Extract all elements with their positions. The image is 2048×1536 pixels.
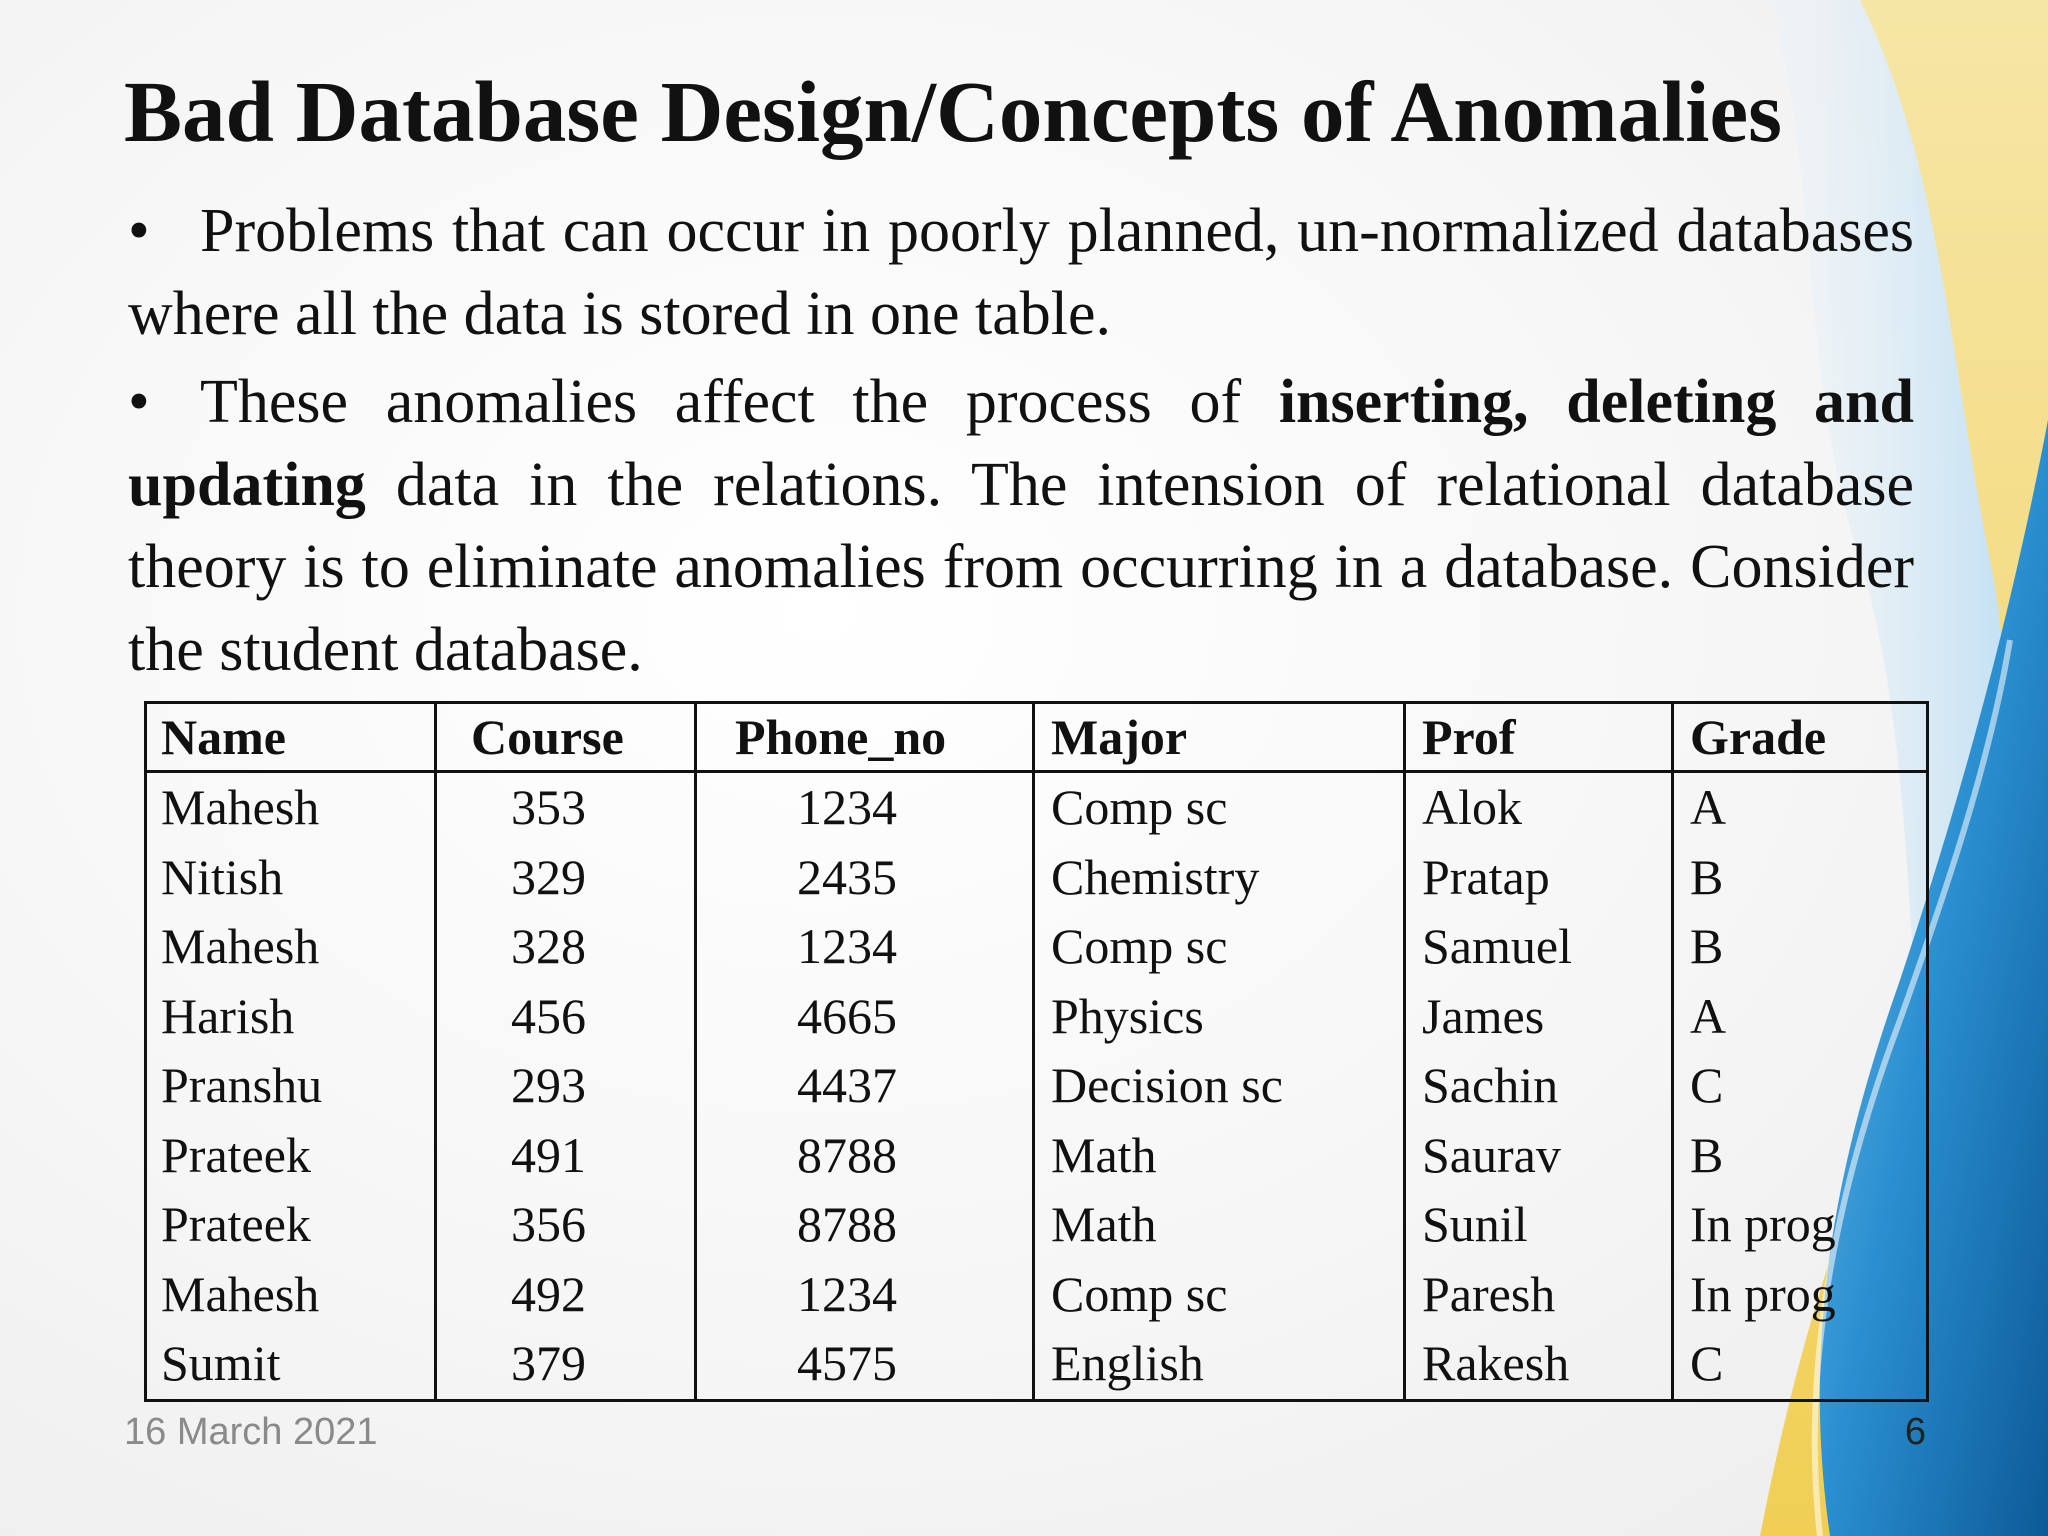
bullet-1-text: Problems that can occur in poorly planned, un-normalized databases where all the data is stored in one table. [128,197,1914,348]
table-row [146,982,1928,1052]
cell-prof: Sunil [1405,1190,1673,1260]
cell-name: Harish [146,982,436,1052]
cell-course: 356 [436,1190,696,1260]
cell-name: Sumit [146,1329,436,1400]
bullet-2-text-after: data in the relations. The intension of relational database theory is to eliminate anomalies from occurring in a database. Consider the student database. [128,450,1914,684]
cell-course: 456 [436,982,696,1052]
cell-course: 353 [436,772,696,843]
cell-phone-no: 2435 [696,843,1034,913]
cell-grade: B [1673,912,1928,982]
bullet-marker: • [128,368,150,436]
cell-prof: Alok [1405,772,1673,843]
cell-course: 328 [436,912,696,982]
cell-grade: A [1673,772,1928,843]
bullet-1 [128,190,1914,355]
column-header-prof: Prof [1405,703,1673,772]
cell-grade: In prog [1673,1190,1928,1260]
cell-major: Decision sc [1034,1051,1405,1121]
cell-name: Prateek [146,1121,436,1191]
cell-major: Comp sc [1034,912,1405,982]
cell-phone-no: 8788 [696,1121,1034,1191]
cell-prof: Rakesh [1405,1329,1673,1400]
cell-major: Chemistry [1034,843,1405,913]
cell-grade: C [1673,1329,1928,1400]
column-header-phone-no: Phone_no [696,703,1034,772]
cell-major: Comp sc [1034,772,1405,843]
cell-course: 379 [436,1329,696,1400]
bullet-2-text-before: These anomalies affect the process of [200,368,1279,436]
cell-phone-no: 4665 [696,982,1034,1052]
cell-grade: B [1673,1121,1928,1191]
column-header-name: Name [146,703,436,772]
slide-title: Bad Database Design/Concepts of Anomalies [124,63,1782,160]
cell-major: English [1034,1329,1405,1400]
table-row [146,843,1928,913]
cell-major: Math [1034,1121,1405,1191]
column-header-course: Course [436,703,696,772]
table-row [146,1190,1928,1260]
table-row [146,1121,1928,1191]
cell-name: Mahesh [146,912,436,982]
cell-phone-no: 4437 [696,1051,1034,1121]
cell-phone-no: 4575 [696,1329,1034,1400]
cell-course: 492 [436,1260,696,1330]
cell-major: Comp sc [1034,1260,1405,1330]
cell-name: Prateek [146,1190,436,1260]
table-row [146,912,1928,982]
table-row [146,772,1928,843]
cell-grade: B [1673,843,1928,913]
slide-body [128,190,1914,697]
cell-course: 491 [436,1121,696,1191]
bullet-marker: • [128,197,150,265]
cell-prof: Saurav [1405,1121,1673,1191]
cell-name: Mahesh [146,1260,436,1330]
cell-grade: C [1673,1051,1928,1121]
table-row [146,1329,1928,1400]
table-header-row [146,703,1928,772]
cell-prof: Pratap [1405,843,1673,913]
cell-major: Math [1034,1190,1405,1260]
cell-course: 329 [436,843,696,913]
cell-phone-no: 1234 [696,912,1034,982]
table-row [146,1051,1928,1121]
cell-name: Pranshu [146,1051,436,1121]
cell-grade: In prog [1673,1260,1928,1330]
cell-phone-no: 1234 [696,1260,1034,1330]
cell-grade: A [1673,982,1928,1052]
cell-name: Mahesh [146,772,436,843]
column-header-grade: Grade [1673,703,1928,772]
cell-prof: Sachin [1405,1051,1673,1121]
student-table [144,701,1929,1402]
cell-prof: Paresh [1405,1260,1673,1330]
slide-page-number: 6 [1904,1411,1926,1453]
cell-major: Physics [1034,982,1405,1052]
cell-phone-no: 8788 [696,1190,1034,1260]
bullet-2-bold-text: inserting, deleting and updating [128,368,1914,519]
cell-prof: Samuel [1405,912,1673,982]
column-header-major: Major [1034,703,1405,772]
table-row [146,1260,1928,1330]
bullet-2 [128,361,1914,691]
cell-course: 293 [436,1051,696,1121]
cell-prof: James [1405,982,1673,1052]
footer-date: 16 March 2021 [124,1411,378,1453]
cell-phone-no: 1234 [696,772,1034,843]
cell-name: Nitish [146,843,436,913]
